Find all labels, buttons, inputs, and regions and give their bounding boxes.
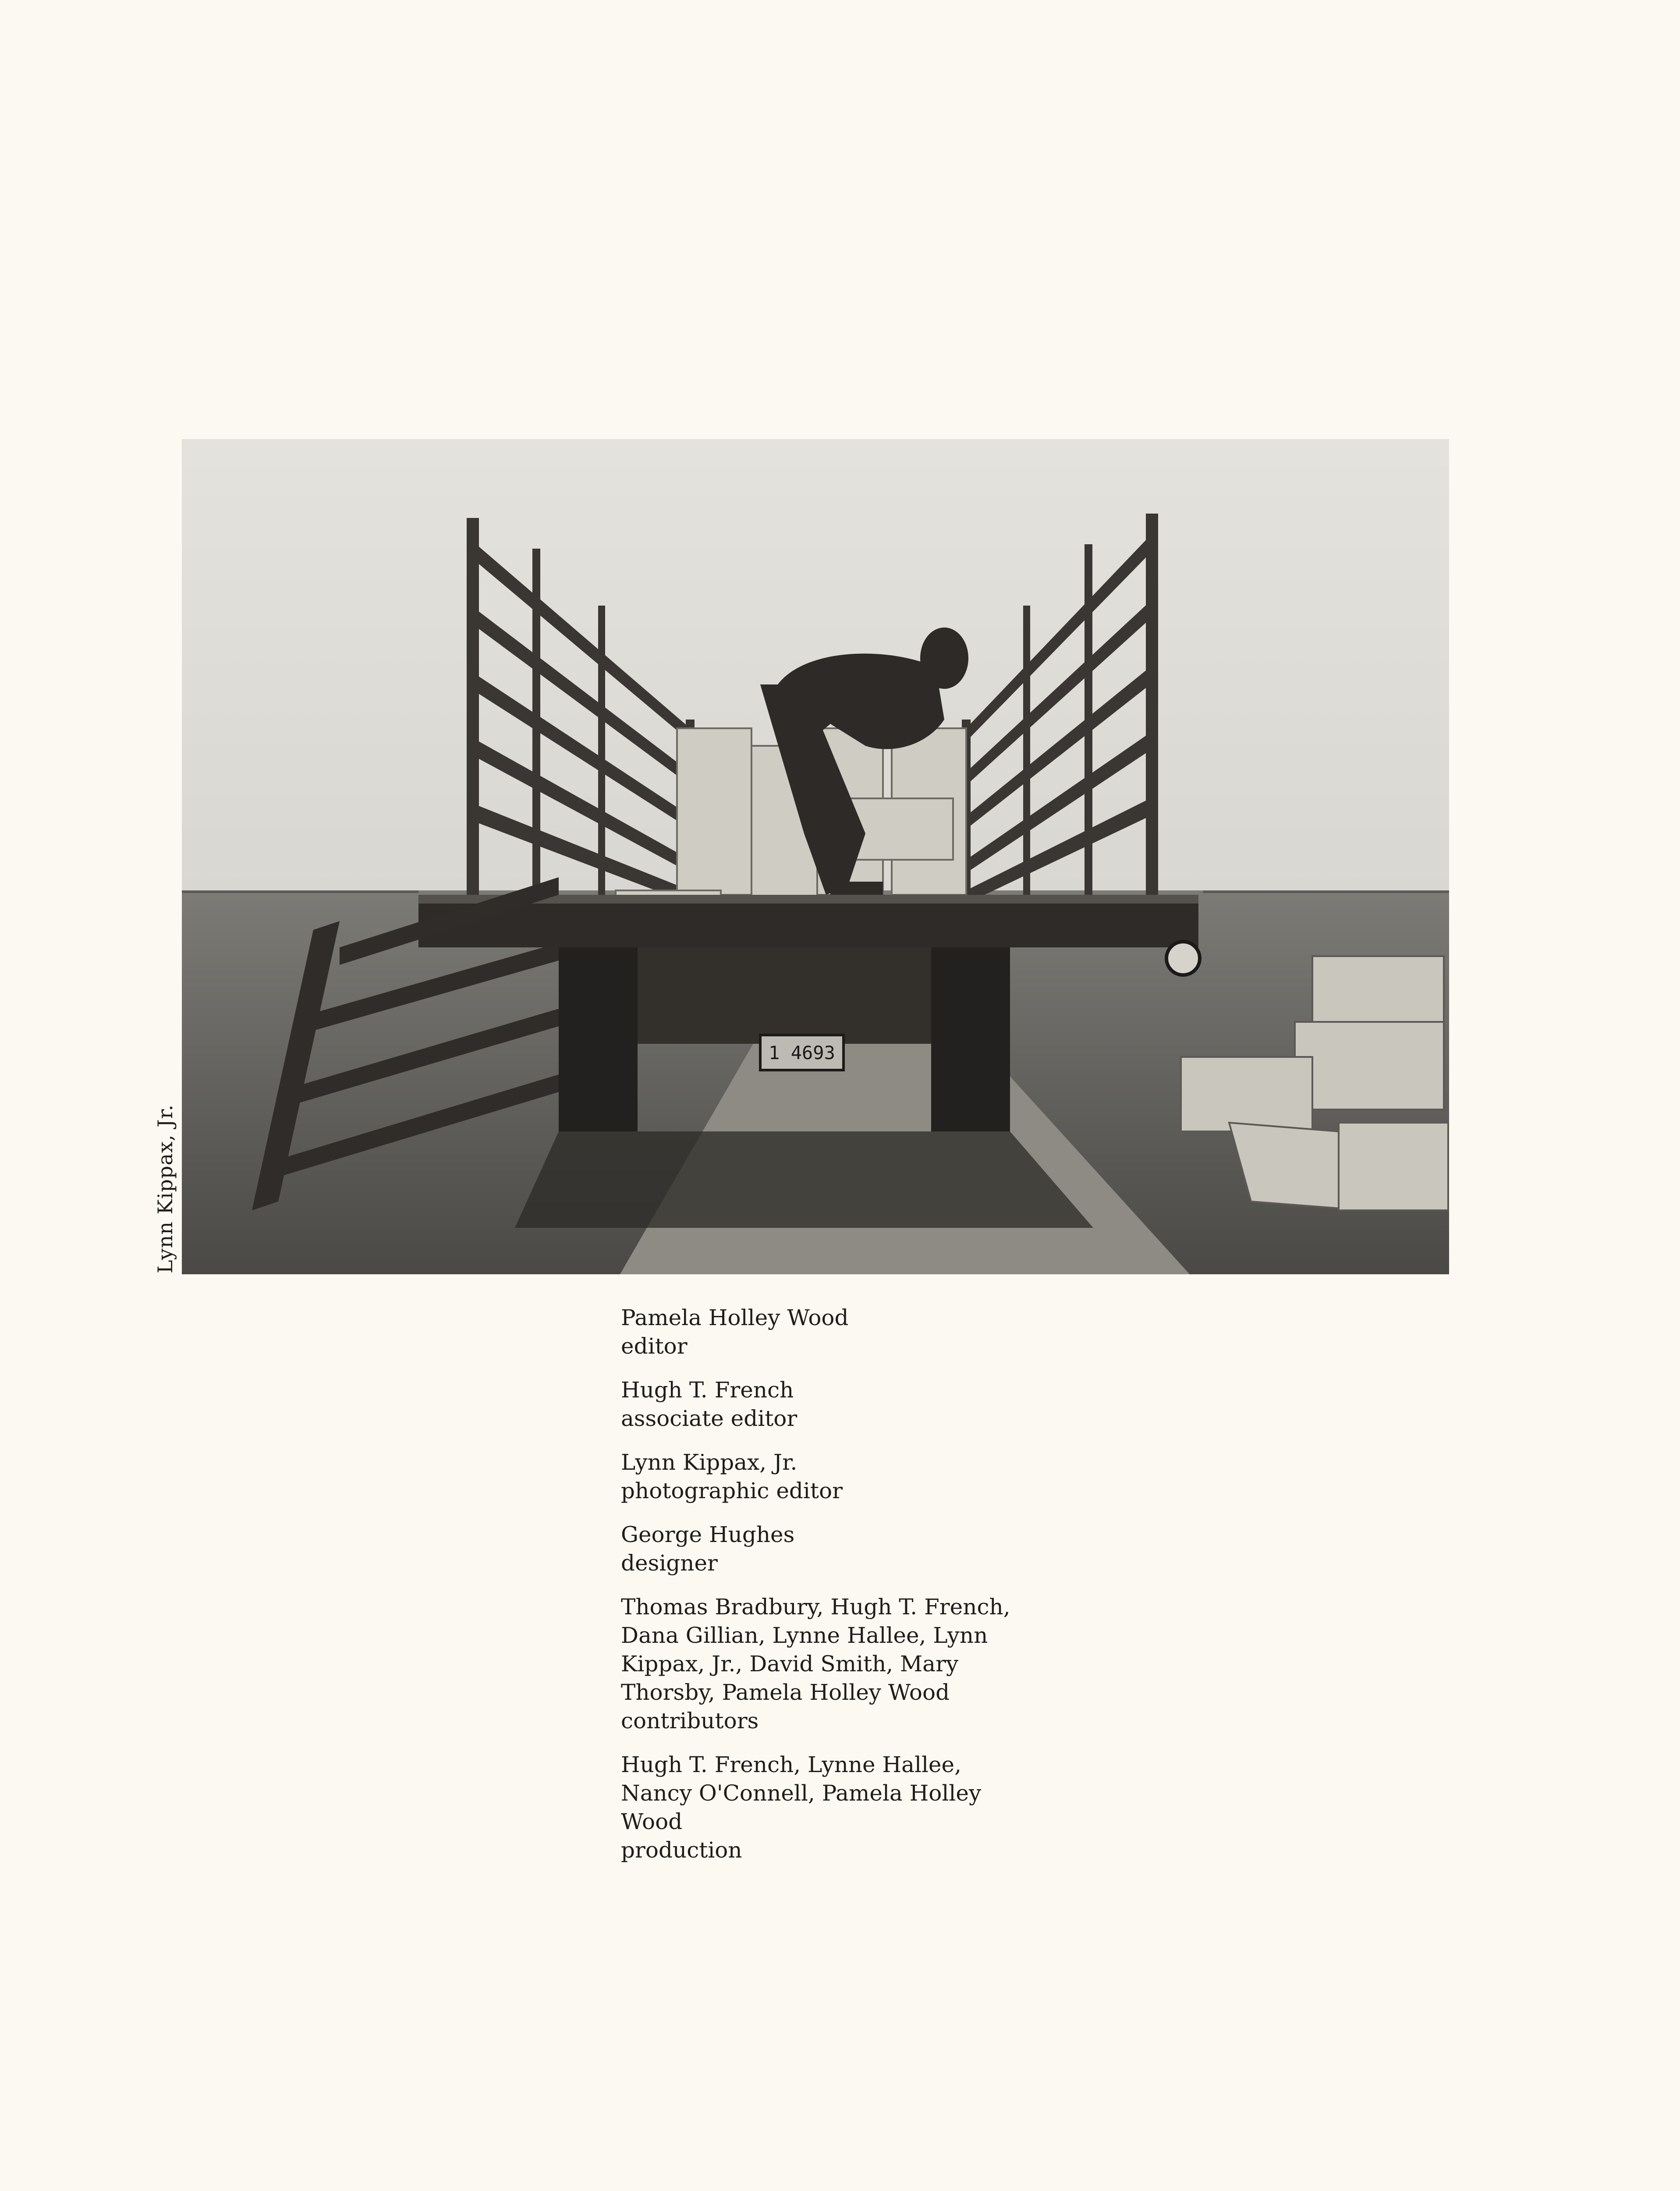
entry-role: editor: [621, 1333, 688, 1359]
masthead-entry-editor: [621, 1304, 1103, 1361]
masthead-entry-photographic-editor: [621, 1448, 1103, 1505]
entry-names: Dana Gillian, Lynne Hallee, Lynn: [621, 1623, 988, 1648]
entry-role: photographic editor: [621, 1478, 843, 1503]
masthead-entry-contributors: [621, 1593, 1103, 1735]
entry-names: Hugh T. French, Lynne Hallee,: [621, 1752, 962, 1777]
masthead-credits: [621, 1304, 1103, 1880]
entry-names: Pamela Holley Wood: [621, 1305, 849, 1330]
entry-names: George Hughes: [621, 1522, 795, 1547]
masthead-entry-associate-editor: [621, 1376, 1103, 1433]
entry-names: Nancy O'Connell, Pamela Holley: [621, 1780, 982, 1806]
masthead-entry-production: [621, 1751, 1103, 1865]
truck-photograph: [182, 439, 1449, 1274]
entry-names: Thorsby, Pamela Holley Wood: [621, 1680, 950, 1705]
photo-credit: Lynn Kippax, Jr.: [153, 1104, 177, 1273]
entry-role: production: [621, 1837, 742, 1863]
entry-names: Wood: [621, 1809, 683, 1834]
entry-names: Lynn Kippax, Jr.: [621, 1450, 797, 1475]
entry-names: Thomas Bradbury, Hugh T. French,: [621, 1594, 1010, 1620]
entry-role: associate editor: [621, 1406, 797, 1431]
license-plate: 1 4693: [769, 1042, 835, 1064]
entry-role: contributors: [621, 1708, 759, 1734]
masthead-entry-designer: [621, 1521, 1103, 1578]
entry-names: Kippax, Jr., David Smith, Mary: [621, 1651, 959, 1677]
entry-role: designer: [621, 1550, 718, 1576]
entry-names: Hugh T. French: [621, 1377, 794, 1403]
